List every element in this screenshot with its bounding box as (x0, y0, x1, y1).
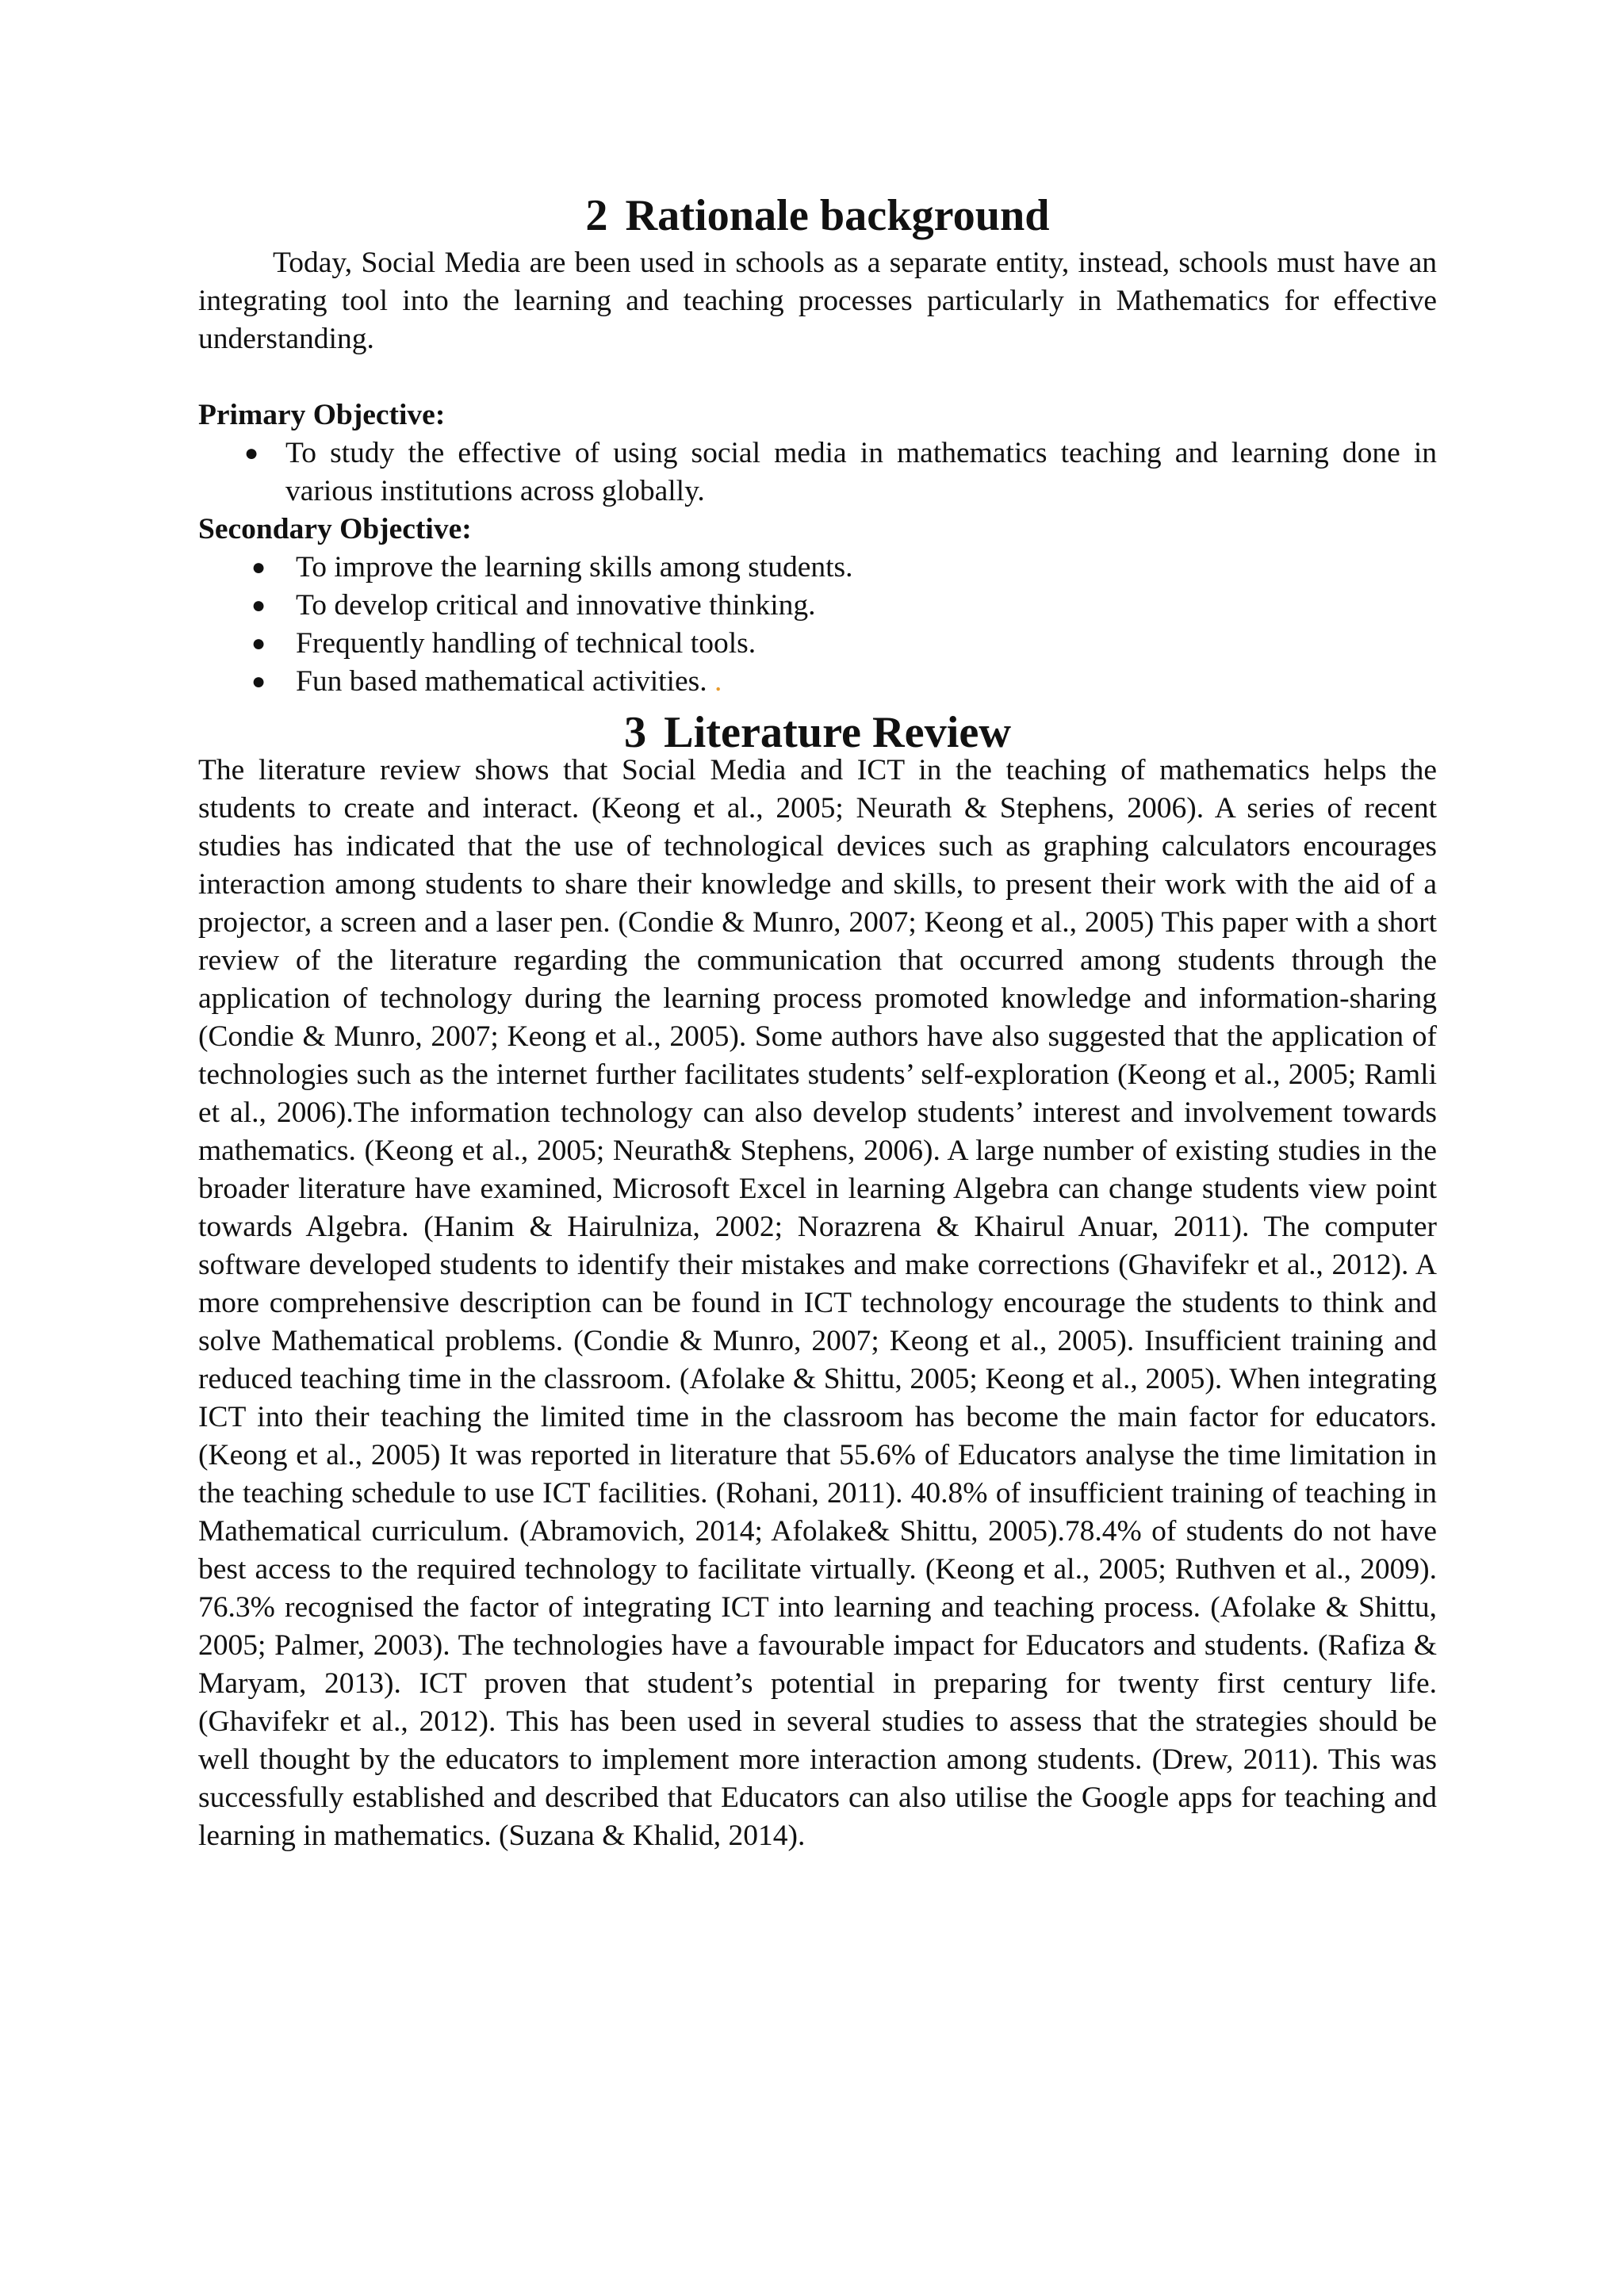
trailing-mark: . (714, 665, 722, 698)
list-item: ● To improve the learning skills among students. (198, 549, 1437, 587)
bullet-icon: ● (244, 440, 259, 466)
literature-paragraph: The literature review shows that Social Media and ICT in the teaching of mathematics helps the students to create and interact. (Keong et al., 2005; Neurath & Stephens, 2006). A series of recent studies has indicated that the use of technological devices such as graphing calculators encourages interaction among students to share their knowledge and skills, to present their work with the aid of a projector, a screen and a laser pen. (Condie & Munro, 2007; Keong et al., 2005) This paper with a short review of the literature regarding the communication that occurred among students through the application of technology during the learning process promoted knowledge and information-sharing (Condie & Munro, 2007; Keong et al., 2005). Some authors have also suggested that the application of technologies such as the internet further facilitates students’ self-exploration (Keong et al., 2005; Ramli et al., 2006).The information technology can also develop students’ interest and involvement towards mathematics. (Keong et al., 2005; Neurath& Stephens, 2006). A large number of existing studies in the broader literature have examined, Microsoft Excel in learning Algebra can change students view point towards Algebra. (Hanim & Hairulniza, 2002; Norazrena & Khairul Anuar, 2011). The computer software developed students to identify their mistakes and make corrections (Ghavifekr et al., 2012). A more comprehensive description can be found in ICT technology encourage the students to think and solve Mathematical problems. (Condie & Munro, 2007; Keong et al., 2005). Insufficient training and reduced teaching time in the classroom. (Afolake & Shittu, 2005; Keong et al., 2005). When integrating ICT into their teaching the limited time in the classroom has become the main factor for educators. (Keong et al., 2005) It was reported in literature that 55.6% of Educators analyse the time limitation in the teaching schedule to use ICT facilities. (Rohani, 2011). 40.8% of insufficient training of teaching in Mathematical curriculum. (Abramovich, 2014; Afolake& Shittu, 2005).78.4% of students do not have best access to the required technology to facilitate virtually. (Keong et al., 2005; Ruthven et al., 2009). 76.3% recognised the factor of integrating ICT into learning and teaching process. (Afolake & Shittu, 2005; Palmer, 2003). The technologies have a favourable impact for Educators and students. (Rafiza & Maryam, 2013). ICT proven that student’s potential in preparing for twenty first century life. (Ghavifekr et al., 2012). This has been used in several studies to assess that the strategies should be well thought by the educators to implement more interaction among students. (Drew, 2011). This was successfully established and described that Educators can also utilise the Google apps for teaching and learning in mathematics. (Suzana & Khalid, 2014). (198, 754, 1437, 1852)
list-item: ● To develop critical and innovative thinking. (198, 587, 1437, 625)
bullet-icon: ● (251, 630, 266, 656)
secondary-objective-title: Secondary Objective: (198, 513, 472, 545)
bullet-icon: ● (251, 592, 266, 618)
section-title: Rationale background (625, 191, 1050, 240)
list-item: ● Frequently handling of technical tools. (198, 625, 1437, 663)
list-item: ● Fun based mathematical activities. . (198, 663, 1437, 701)
secondary-objective-list (198, 549, 1437, 701)
primary-objective-list (198, 434, 1437, 511)
section-title: Literature Review (664, 708, 1011, 757)
document-page (198, 191, 1437, 1855)
section-heading-literature (198, 708, 1437, 757)
section-number: 2 (585, 191, 608, 240)
list-item: ● To study the effective of using social media in mathematics teaching and learning done in various institutions across globally. (198, 434, 1437, 511)
bullet-icon: ● (251, 668, 266, 695)
rationale-paragraph: Today, Social Media are been used in schools as a separate entity, instead, schools must have an integrating tool into the learning and teaching processes particularly in Mathematics for effective understanding. (198, 247, 1437, 355)
primary-objective-title: Primary Objective: (198, 399, 446, 431)
bullet-icon: ● (251, 554, 266, 580)
section-number: 3 (624, 708, 647, 757)
section-heading-rationale (198, 191, 1437, 240)
